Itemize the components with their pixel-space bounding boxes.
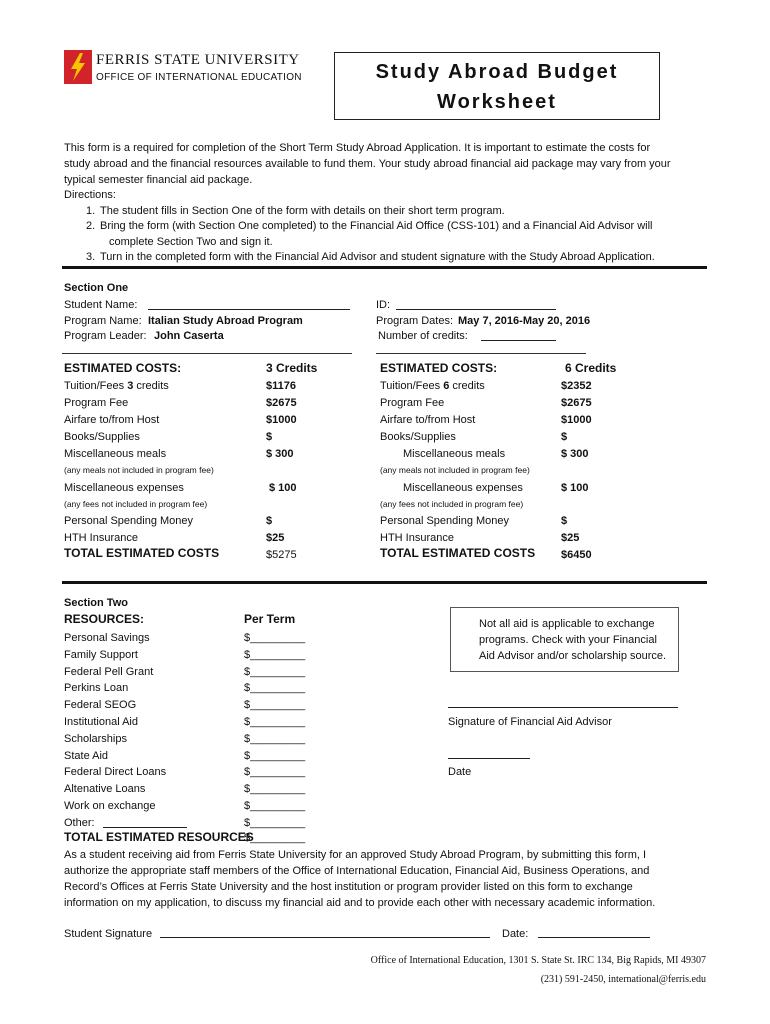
resource-label: Perkins Loan — [64, 682, 129, 694]
left-hth-value: $25 — [266, 532, 285, 544]
left-meals-value: $ 300 — [266, 448, 294, 460]
left-tuition-credits: 3 — [127, 380, 134, 392]
right-total-value: $6450 — [561, 549, 592, 561]
right-airfare-value: $1000 — [561, 414, 592, 426]
left-books-value[interactable]: $ — [266, 431, 273, 443]
direction-1-text: The student fills in Section One of the form with details on their short term program. — [100, 205, 505, 217]
right-total-label: TOTAL ESTIMATED COSTS — [380, 546, 536, 560]
direction-3-num: 3. — [86, 251, 96, 263]
intro-line-1: This form is a required for completion of the Short Term Study Abroad Application. It is important to estimate the costs for — [64, 142, 651, 154]
resource-amount-field[interactable]: $_________ — [244, 682, 306, 694]
student-signature-label: Student Signature — [64, 928, 153, 940]
resource-label: Other: — [64, 817, 95, 829]
resources-heading: RESOURCES: — [64, 612, 145, 626]
advisor-signature-label: Signature of Financial Aid Advisor — [448, 716, 612, 728]
left-expenses-value: $ 100 — [269, 482, 297, 494]
right-tuition-label — [380, 379, 485, 393]
right-airfare-label: Airfare to/from Host — [380, 414, 476, 426]
document-title-box — [334, 52, 660, 120]
left-expenses-label: Miscellaneous expenses — [64, 482, 184, 494]
right-expenses-value: $ 100 — [561, 482, 589, 494]
direction-3-text: Turn in the completed form with the Financial Aid Advisor and student signature with the Study Abroad Application. — [100, 251, 655, 263]
ferris-logo-icon — [64, 50, 92, 84]
right-books-label: Books/Supplies — [380, 431, 456, 443]
left-spending-value[interactable]: $ — [266, 515, 273, 527]
auth-line-4: information on my application, to discuss my financial aid and to provide each other with necessary academic information. — [64, 897, 656, 909]
left-tuition-value: $1176 — [266, 380, 296, 392]
resource-amount-field[interactable]: $_________ — [244, 649, 306, 661]
footer-contact: (231) 591-2450, international@ferris.edu — [540, 974, 706, 985]
resource-amount-field[interactable]: $_________ — [244, 817, 306, 829]
right-program-fee-label: Program Fee — [380, 397, 445, 409]
title-line-1: Study Abroad Budget — [375, 61, 619, 83]
left-costs-heading: ESTIMATED COSTS: — [64, 361, 182, 375]
left-total-label: TOTAL ESTIMATED COSTS — [64, 546, 220, 560]
resource-amount-field[interactable]: $_________ — [244, 733, 306, 745]
right-meals-note: (any meals not included in program fee) — [380, 465, 530, 475]
left-program-fee-value: $2675 — [266, 397, 297, 409]
cost-divider-left — [62, 353, 352, 354]
direction-1-num: 1. — [86, 205, 96, 217]
right-tuition-suffix: credits — [449, 380, 485, 392]
section-two-heading: Section Two — [64, 597, 128, 609]
advisor-signature-field[interactable] — [448, 707, 678, 708]
resource-amount-field[interactable]: $_________ — [244, 716, 306, 728]
resource-label: Federal Pell Grant — [64, 666, 154, 678]
section-divider-top — [62, 266, 707, 269]
other-resource-field[interactable] — [103, 827, 187, 828]
auth-line-1: As a student receiving aid from Ferris State University for an approved Study Abroad Program, by submitting this form, I — [64, 849, 647, 861]
right-tuition-credits: 6 — [443, 380, 450, 392]
right-tuition-prefix: Tuition/Fees — [380, 380, 444, 392]
advisor-date-field[interactable] — [448, 758, 530, 759]
left-tuition-suffix: credits — [133, 380, 169, 392]
left-spending-label: Personal Spending Money — [64, 515, 194, 527]
right-tuition-value: $2352 — [561, 380, 592, 392]
left-books-label: Books/Supplies — [64, 431, 140, 443]
credits-field[interactable] — [481, 340, 556, 341]
total-resources-value[interactable]: $_________ — [244, 832, 306, 844]
aid-note-line-3: Aid Advisor and/or scholarship source. — [479, 650, 667, 662]
resource-amount-field[interactable]: $_________ — [244, 783, 306, 795]
section-one-heading: Section One — [64, 282, 129, 294]
left-total-value: $5275 — [266, 549, 297, 561]
right-spending-label: Personal Spending Money — [380, 515, 510, 527]
footer-address: Office of International Education, 1301 S. State St. IRC 134, Big Rapids, MI 49307 — [370, 955, 706, 966]
left-meals-note: (any meals not included in program fee) — [64, 465, 214, 475]
right-credits-heading: 6 Credits — [565, 361, 617, 375]
right-meals-label: Miscellaneous meals — [403, 448, 506, 460]
section-divider-middle — [62, 581, 707, 584]
right-program-fee-value: $2675 — [561, 397, 592, 409]
auth-line-3: Record’s Offices at Ferris State University and the host institution or program provider listed on this form to exchange — [64, 881, 633, 893]
left-tuition-prefix: Tuition/Fees — [64, 380, 128, 392]
resource-amount-field[interactable]: $_________ — [244, 699, 306, 711]
right-meals-value: $ 300 — [561, 448, 589, 460]
logo-university-name: FERRIS STATE UNIVERSITY — [96, 52, 300, 68]
left-credits-heading: 3 Credits — [266, 361, 318, 375]
program-dates-value: May 7, 2016-May 20, 2016 — [458, 315, 591, 327]
student-signature-field[interactable] — [160, 937, 490, 938]
left-program-fee-label: Program Fee — [64, 397, 129, 409]
resource-label: State Aid — [64, 750, 109, 762]
direction-2-text: Bring the form (with Section One completed) to the Financial Aid Office (CSS-101) and a Financial Aid Advisor will — [100, 220, 653, 232]
resource-label: Personal Savings — [64, 632, 150, 644]
resource-amount-field[interactable]: $_________ — [244, 800, 306, 812]
resource-amount-field[interactable]: $_________ — [244, 666, 306, 678]
student-date-field[interactable] — [538, 937, 650, 938]
program-name-value: Italian Study Abroad Program — [148, 315, 303, 327]
program-leader-label: Program Leader: — [64, 330, 147, 342]
resource-label: Altenative Loans — [64, 783, 146, 795]
left-expenses-note: (any fees not included in program fee) — [64, 499, 208, 509]
direction-2-num: 2. — [86, 220, 96, 232]
resource-label: Institutional Aid — [64, 716, 138, 728]
resource-amount-field[interactable]: $_________ — [244, 766, 306, 778]
left-meals-label: Miscellaneous meals — [64, 448, 167, 460]
per-term-heading: Per Term — [244, 612, 296, 626]
directions-label: Directions: — [64, 189, 116, 201]
program-leader-value: John Caserta — [154, 330, 224, 342]
intro-line-2: study abroad and the financial resources available to fund them. Your study abroad financial aid package may vary from your — [64, 158, 671, 170]
direction-2-cont: complete Section Two and sign it. — [109, 236, 273, 248]
cost-divider-right — [376, 353, 586, 354]
right-hth-value: $25 — [561, 532, 580, 544]
left-tuition-label — [64, 379, 169, 393]
student-name-field[interactable] — [148, 309, 350, 310]
aid-note-box — [450, 607, 679, 672]
auth-line-2: authorize the appropriate staff members of the Office of International Education, Financial Aid, Business Operations, and — [64, 865, 650, 877]
resource-amount-field[interactable]: $_________ — [244, 632, 306, 644]
right-expenses-note: (any fees not included in program fee) — [380, 499, 524, 509]
program-name-label: Program Name: — [64, 315, 142, 327]
right-books-value[interactable]: $ — [561, 431, 568, 443]
resource-label: Scholarships — [64, 733, 127, 745]
resource-label: Federal SEOG — [64, 699, 137, 711]
aid-note-line-2: programs. Check with your Financial — [479, 634, 657, 646]
right-costs-heading: ESTIMATED COSTS: — [380, 361, 498, 375]
total-resources-label: TOTAL ESTIMATED RESOURCES — [64, 830, 254, 844]
left-hth-label: HTH Insurance — [64, 532, 138, 544]
resource-label: Work on exchange — [64, 800, 156, 812]
advisor-date-label: Date — [448, 766, 472, 778]
student-name-label: Student Name: — [64, 299, 138, 311]
right-spending-value[interactable]: $ — [561, 515, 568, 527]
title-line-2: Worksheet — [437, 91, 557, 113]
intro-line-3: typical semester financial aid package. — [64, 174, 253, 186]
student-date-label: Date: — [502, 928, 529, 940]
right-expenses-label: Miscellaneous expenses — [403, 482, 523, 494]
id-label: ID: — [376, 299, 391, 311]
resource-amount-field[interactable]: $_________ — [244, 750, 306, 762]
left-airfare-value: $1000 — [266, 414, 297, 426]
credits-label: Number of credits: — [378, 330, 468, 342]
logo-office-name: OFFICE OF INTERNATIONAL EDUCATION — [96, 72, 302, 83]
left-airfare-label: Airfare to/from Host — [64, 414, 160, 426]
program-dates-label: Program Dates: — [376, 315, 454, 327]
resource-label: Family Support — [64, 649, 138, 661]
id-field[interactable] — [396, 309, 556, 310]
resource-label: Federal Direct Loans — [64, 766, 167, 778]
aid-note-line-1: Not all aid is applicable to exchange — [479, 618, 655, 630]
right-hth-label: HTH Insurance — [380, 532, 454, 544]
